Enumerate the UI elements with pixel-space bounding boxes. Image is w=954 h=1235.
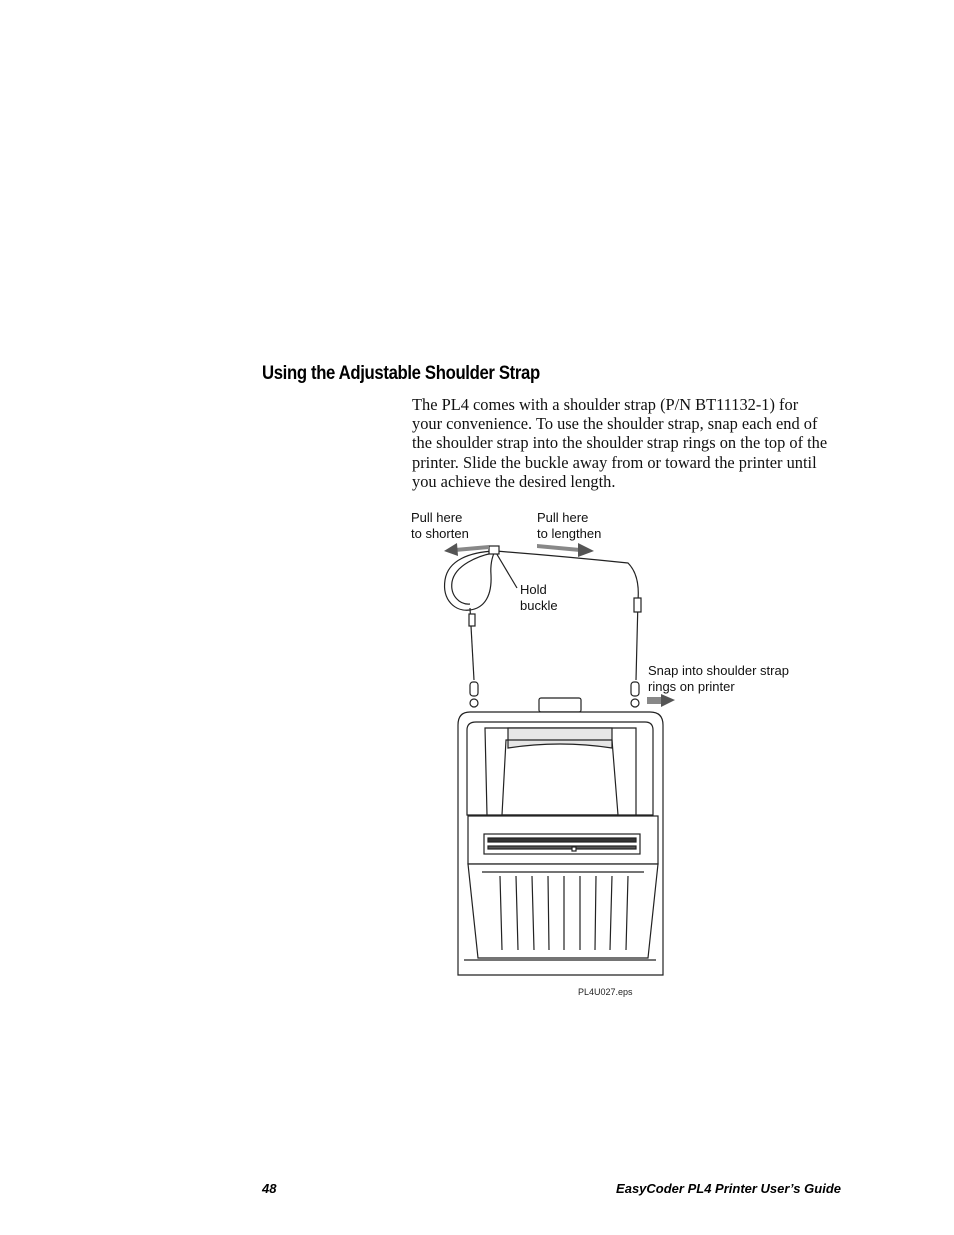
buckle <box>489 546 499 554</box>
callout-pull-lengthen: Pull here to lengthen <box>537 510 602 541</box>
right-strap-hook <box>631 682 639 696</box>
body-line: the shoulder strap into the shoulder strap rings on the top of the <box>412 433 828 453</box>
page-number: 48 <box>262 1181 277 1196</box>
body-line: your convenience. To use the shoulder strap, snap each end of <box>412 414 818 434</box>
printer-top-knob <box>539 698 581 712</box>
arrow-shorten <box>444 543 489 556</box>
right-strap-clip <box>634 598 641 612</box>
guide-title: EasyCoder PL4 Printer User’s Guide <box>616 1181 841 1196</box>
strap-line <box>495 551 638 680</box>
body-line: you achieve the desired length. <box>412 471 616 491</box>
arrow-snap <box>647 694 675 707</box>
left-strap-hook <box>470 682 478 696</box>
figure-file-label: PL4U027.eps <box>578 987 633 997</box>
body-line: The PL4 comes with a shoulder strap (P/N BT11132-1) for <box>412 395 799 414</box>
body-line: printer. Slide the buckle away from or toward the printer until <box>412 452 817 472</box>
callout-hold-buckle: Hold buckle <box>520 582 558 613</box>
section-heading: Using the Adjustable Shoulder Strap <box>262 363 540 384</box>
callout-pull-shorten: Pull here to shorten <box>411 510 469 541</box>
callout-snap-rings: Snap into shoulder strap rings on printer <box>648 663 789 694</box>
left-strap-clip <box>469 614 475 626</box>
